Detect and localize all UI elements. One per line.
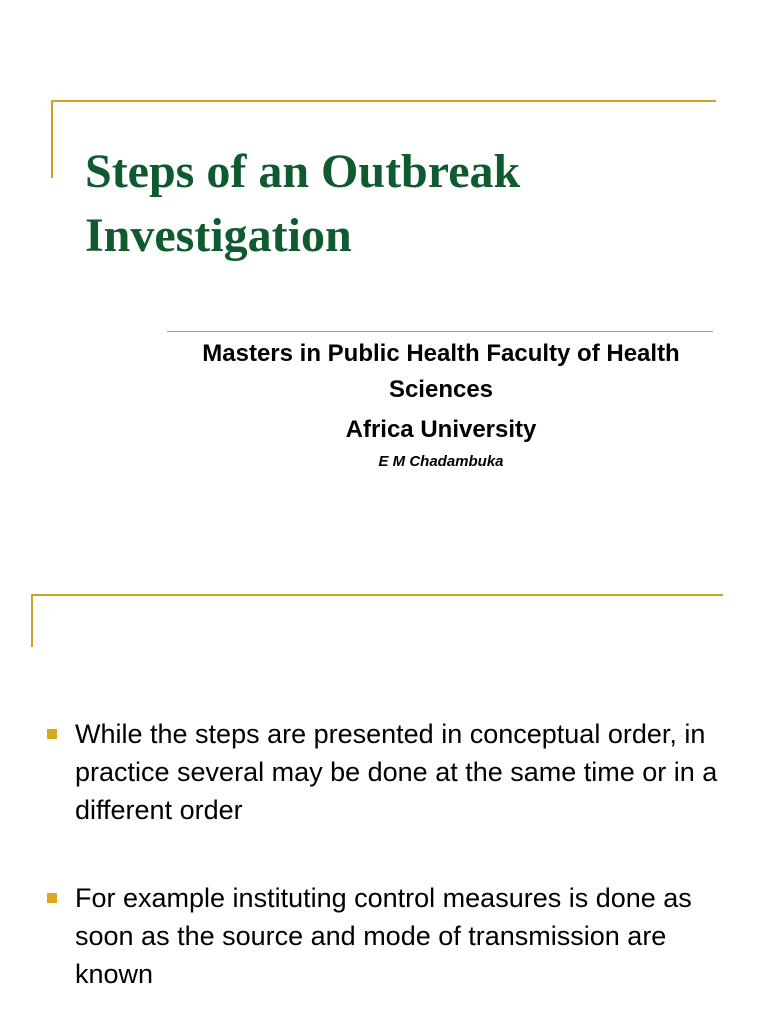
- bullet-item: [45, 879, 725, 993]
- bullet-list: [45, 715, 725, 993]
- subtitle-block: [170, 336, 712, 474]
- top-accent-rule: [31, 594, 723, 596]
- content-slide: [0, 575, 768, 1024]
- slide-title: Steps of an Outbreak Investigation: [85, 145, 521, 262]
- left-accent-rule: [31, 594, 33, 647]
- bullet-item: [45, 715, 725, 829]
- left-accent-rule: [51, 100, 53, 178]
- author-name: E M Chadambuka: [378, 453, 504, 470]
- bullet-text: While the steps are presented in conceptual order, in practice several may be done at the same time or in a different order: [75, 719, 718, 825]
- program-name: Masters in Public Health Faculty of Health Sciences: [202, 340, 680, 403]
- subtitle-divider-rule: [167, 331, 713, 332]
- university-name: Africa University: [345, 416, 537, 443]
- square-bullet-icon: [47, 729, 57, 739]
- bullet-text: For example instituting control measures is done as soon as the source and mode of transmission are known: [75, 883, 692, 989]
- top-accent-rule: [51, 100, 716, 102]
- square-bullet-icon: [47, 893, 57, 903]
